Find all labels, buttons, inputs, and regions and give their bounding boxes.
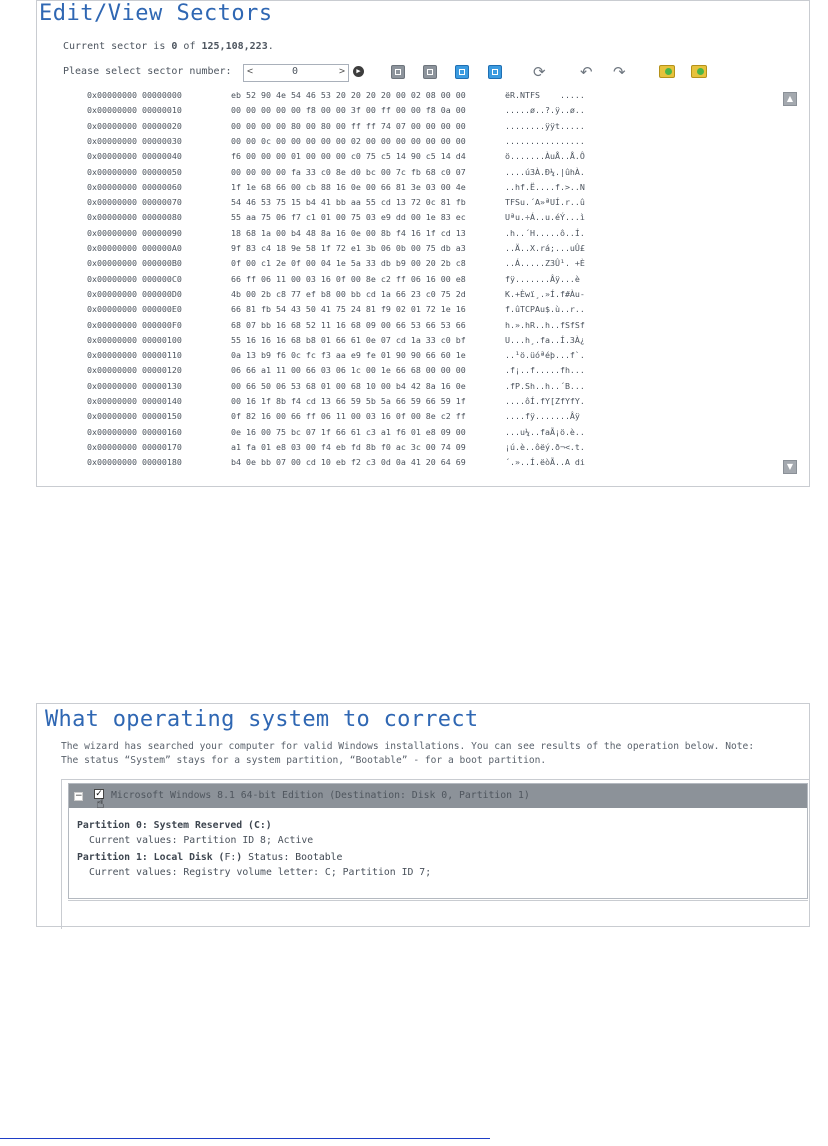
- partition-title: [77, 820, 431, 831]
- partition-status-prefix: Status:: [242, 852, 296, 863]
- undo-icon[interactable]: ↶: [580, 63, 593, 81]
- hex-addr: 0x00000000 00000180: [87, 457, 182, 468]
- hex-ascii: K.+Èwï¸.»Í.f#Àu-: [505, 288, 585, 299]
- go-button[interactable]: ▶: [353, 66, 364, 77]
- sector-number-value: 0: [292, 66, 299, 77]
- hex-bytes[interactable]: 55 aa 75 06 f7 c1 01 00 75 03 e9 dd 00 1e 83 ec: [231, 212, 466, 223]
- hex-addr: 0x00000000 000000B0: [87, 258, 182, 269]
- hex-ascii: ö.......ÀuÅ..Å.Ô: [505, 151, 585, 162]
- scroll-down-icon[interactable]: ▼: [783, 460, 797, 474]
- current-sector-value: 0: [171, 41, 178, 52]
- hex-ascii: ..hf.Ë....f.>..N: [505, 181, 585, 192]
- hex-ascii: .h..´H.....ô..Í.: [505, 227, 585, 238]
- decrement-arrow-icon[interactable]: <: [247, 66, 254, 77]
- hex-ascii: ................: [505, 135, 585, 146]
- hex-ascii: ..¹ö.üóªéþ...f`.: [505, 350, 585, 361]
- description-line: The status “System” stays for a system partition, “Bootable” - for a boot partition.: [61, 755, 547, 766]
- hex-ascii: ¡ú.è..ôëý.ð¬<.t.: [505, 441, 585, 452]
- hex-addr: 0x00000000 000000E0: [87, 304, 182, 315]
- partition-status: Bootable: [295, 852, 343, 863]
- vertical-scrollbar[interactable]: [783, 88, 799, 478]
- hex-bytes[interactable]: 68 07 bb 16 68 52 11 16 68 09 00 66 53 66 53 66: [231, 319, 466, 330]
- hex-ascii: ....fÿ.......Âÿ: [505, 411, 580, 422]
- sector-number-input[interactable]: [243, 64, 349, 82]
- os-entry: [68, 783, 808, 899]
- os-selection-panel: [36, 703, 810, 927]
- hex-addr: 0x00000000 00000020: [87, 120, 182, 131]
- hex-bytes[interactable]: 06 66 a1 11 00 66 03 06 1c 00 1e 66 68 00 00 00: [231, 365, 466, 376]
- current-sector-mid: of: [177, 41, 202, 52]
- hex-ascii: fÿ.......Âÿ...è: [505, 273, 580, 284]
- hex-bytes[interactable]: eb 52 90 4e 54 46 53 20 20 20 20 00 02 08 00 00: [231, 90, 466, 100]
- hex-bytes[interactable]: 66 81 fb 54 43 50 41 75 24 81 f9 02 01 72 1e 16: [231, 304, 466, 315]
- hex-bytes[interactable]: 54 46 53 75 15 b4 41 bb aa 55 cd 13 72 0c 81 fb: [231, 197, 466, 208]
- hex-ascii: ëR.NTFS .....: [505, 90, 585, 100]
- hex-bytes[interactable]: 0f 00 c1 2e 0f 00 04 1e 5a 33 db b9 00 20 2b c8: [231, 258, 466, 269]
- hex-ascii: U...h¸.fa..Í.3À¿: [505, 334, 585, 345]
- hex-addr: 0x00000000 000000F0: [87, 319, 182, 330]
- partition-title-end: ): [236, 852, 243, 863]
- hex-ascii: .fP.Sh..h..´B...: [505, 380, 585, 391]
- current-sector-suffix: .: [267, 41, 274, 52]
- hex-addr: 0x00000000 00000100: [87, 334, 182, 345]
- hex-bytes[interactable]: 9f 83 c4 18 9e 58 1f 72 e1 3b 06 0b 00 75 db a3: [231, 243, 466, 253]
- partition-title-text: Partition 1: Local Disk (: [77, 852, 225, 863]
- hex-view[interactable]: [63, 88, 805, 478]
- hex-addr: 0x00000000 00000160: [87, 426, 182, 437]
- partition-values: Current values: Registry volume letter: C; Partition ID 7;: [89, 867, 432, 878]
- hex-addr: 0x00000000 00000130: [87, 380, 182, 391]
- redo-icon[interactable]: ↷: [613, 63, 626, 81]
- hex-addr: 0x00000000 00000120: [87, 365, 182, 376]
- partition-values: Current values: Partition ID 8; Active: [89, 835, 314, 846]
- refresh-icon[interactable]: ⟳: [533, 63, 546, 81]
- panel-title: Edit/View Sectors: [39, 1, 273, 26]
- hex-bytes[interactable]: 0f 82 16 00 66 ff 06 11 00 03 16 0f 00 8e c2 ff: [231, 411, 466, 422]
- first-sector-icon[interactable]: [391, 65, 405, 79]
- previous-sector-icon[interactable]: [423, 65, 437, 79]
- hex-ascii: ....ú3À.Ð¼.|ûhÀ.: [505, 166, 585, 177]
- next-sector-icon[interactable]: [455, 65, 469, 79]
- hex-bytes[interactable]: f6 00 00 00 01 00 00 00 c0 75 c5 14 90 c5 14 d4: [231, 151, 466, 162]
- hex-bytes[interactable]: 4b 00 2b c8 77 ef b8 00 bb cd 1a 66 23 c0 75 2d: [231, 288, 466, 299]
- current-sector-prefix: Current sector is: [63, 41, 172, 52]
- hex-ascii: ........ÿÿt.....: [505, 120, 585, 131]
- hex-ascii: ...u¼..faÃ¡ö.è..: [505, 426, 585, 437]
- increment-arrow-icon[interactable]: >: [338, 66, 345, 77]
- hex-addr: 0x00000000 00000000: [87, 90, 182, 100]
- collapse-icon[interactable]: −: [75, 791, 83, 801]
- wizard-description: [61, 740, 821, 768]
- hex-bytes[interactable]: 0a 13 b9 f6 0c fc f3 aa e9 fe 01 90 90 66 60 1e: [231, 350, 466, 361]
- hex-bytes[interactable]: b4 0e bb 07 00 cd 10 eb f2 c3 0d 0a 41 20 64 69: [231, 457, 466, 468]
- partition-details: [77, 820, 431, 884]
- hex-addr: 0x00000000 00000140: [87, 396, 182, 406]
- hex-ascii: .f¡..f.....fh...: [505, 365, 585, 376]
- hex-bytes[interactable]: 1f 1e 68 66 00 cb 88 16 0e 00 66 81 3e 03 00 4e: [231, 181, 466, 192]
- hex-bytes[interactable]: 55 16 16 16 68 b8 01 66 61 0e 07 cd 1a 33 c0 bf: [231, 334, 466, 345]
- hex-ascii: Uªu.÷Á..u.éÝ...ì: [505, 212, 585, 223]
- scroll-up-icon[interactable]: ▲: [783, 92, 797, 106]
- hex-addr: 0x00000000 00000110: [87, 350, 182, 361]
- hex-bytes[interactable]: a1 fa 01 e8 03 00 f4 eb fd 8b f0 ac 3c 00 74 09: [231, 441, 466, 452]
- panel-title: What operating system to correct: [45, 707, 479, 732]
- hex-addr: 0x00000000 00000050: [87, 166, 182, 177]
- partition-drive-letter: F:: [224, 852, 237, 863]
- hex-bytes[interactable]: 00 00 00 00 00 f8 00 00 3f 00 ff 00 00 f8 0a 00: [231, 105, 466, 116]
- os-checkbox[interactable]: ✓: [95, 789, 103, 799]
- hex-addr: 0x00000000 00000030: [87, 135, 182, 146]
- hex-addr: 0x00000000 000000C0: [87, 273, 182, 284]
- hex-addr: 0x00000000 00000090: [87, 227, 182, 238]
- last-sector-icon[interactable]: [488, 65, 502, 79]
- hex-addr: 0x00000000 00000010: [87, 105, 182, 116]
- description-line: The wizard has searched your computer for valid Windows installations. You can see results of the operation below. Note:: [61, 741, 755, 752]
- hex-ascii: ..Ä..X.rá;...uÛ£: [505, 243, 585, 253]
- hex-addr: 0x00000000 00000170: [87, 441, 182, 452]
- hex-ascii: ´.»..Í.ëòÃ..A di: [505, 457, 585, 468]
- hex-bytes[interactable]: 00 00 0c 00 00 00 00 00 02 00 00 00 00 00 00 00: [231, 135, 466, 146]
- partition-title: [77, 852, 431, 863]
- os-name: Microsoft Windows 8.1 64-bit Edition (Destination: Disk 0, Partition 1): [111, 790, 530, 801]
- hex-bytes[interactable]: 66 ff 06 11 00 03 16 0f 00 8e c2 ff 06 16 00 e8: [231, 273, 466, 284]
- total-sectors-value: 125,108,223: [201, 41, 268, 52]
- save-icon[interactable]: [691, 65, 707, 78]
- os-list: [61, 779, 809, 929]
- footnote-separator: [0, 1138, 490, 1139]
- edit-view-sectors-panel: [36, 0, 810, 487]
- load-icon[interactable]: [659, 65, 675, 78]
- hex-bytes[interactable]: 00 00 00 00 80 00 80 00 ff ff 74 07 00 00 00 00: [231, 120, 466, 131]
- os-entry-header[interactable]: [69, 784, 807, 812]
- hex-ascii: f.ûTCPAu$.ù..r..: [505, 304, 585, 315]
- hex-bytes[interactable]: 18 68 1a 00 b4 48 8a 16 0e 00 8b f4 16 1f cd 13: [231, 227, 466, 238]
- sector-select-label: Please select sector number:: [63, 66, 232, 77]
- partition-title-text: Partition 0: System Reserved (C:): [77, 820, 272, 831]
- current-sector-text: [63, 41, 274, 52]
- hex-addr: 0x00000000 000000D0: [87, 288, 182, 299]
- hex-addr: 0x00000000 00000040: [87, 151, 182, 162]
- hex-addr: 0x00000000 00000070: [87, 197, 182, 208]
- hand-cursor-icon: ☝: [96, 796, 105, 812]
- divider: [68, 900, 808, 901]
- hex-addr: 0x00000000 00000080: [87, 212, 182, 223]
- hex-ascii: ....ôÍ.fY[ZfYfY.: [505, 396, 585, 406]
- hex-ascii: .....ø..?.ÿ..ø..: [505, 105, 585, 116]
- hex-bytes[interactable]: 00 16 1f 8b f4 cd 13 66 59 5b 5a 66 59 66 59 1f: [231, 396, 466, 406]
- hex-bytes[interactable]: 00 66 50 06 53 68 01 00 68 10 00 b4 42 8a 16 0e: [231, 380, 466, 391]
- hex-addr: 0x00000000 00000060: [87, 181, 182, 192]
- hex-ascii: ..Á.....Z3Û¹. +È: [505, 258, 585, 269]
- hex-ascii: TFSu.´A»ªUÍ.r..û: [505, 197, 585, 208]
- hex-bytes[interactable]: 00 00 00 00 fa 33 c0 8e d0 bc 00 7c fb 68 c0 07: [231, 166, 466, 177]
- hex-addr: 0x00000000 00000150: [87, 411, 182, 422]
- hex-ascii: h.».hR..h..fSfSf: [505, 319, 585, 330]
- hex-bytes[interactable]: 0e 16 00 75 bc 07 1f 66 61 c3 a1 f6 01 e8 09 00: [231, 426, 466, 437]
- hex-addr: 0x00000000 000000A0: [87, 243, 182, 253]
